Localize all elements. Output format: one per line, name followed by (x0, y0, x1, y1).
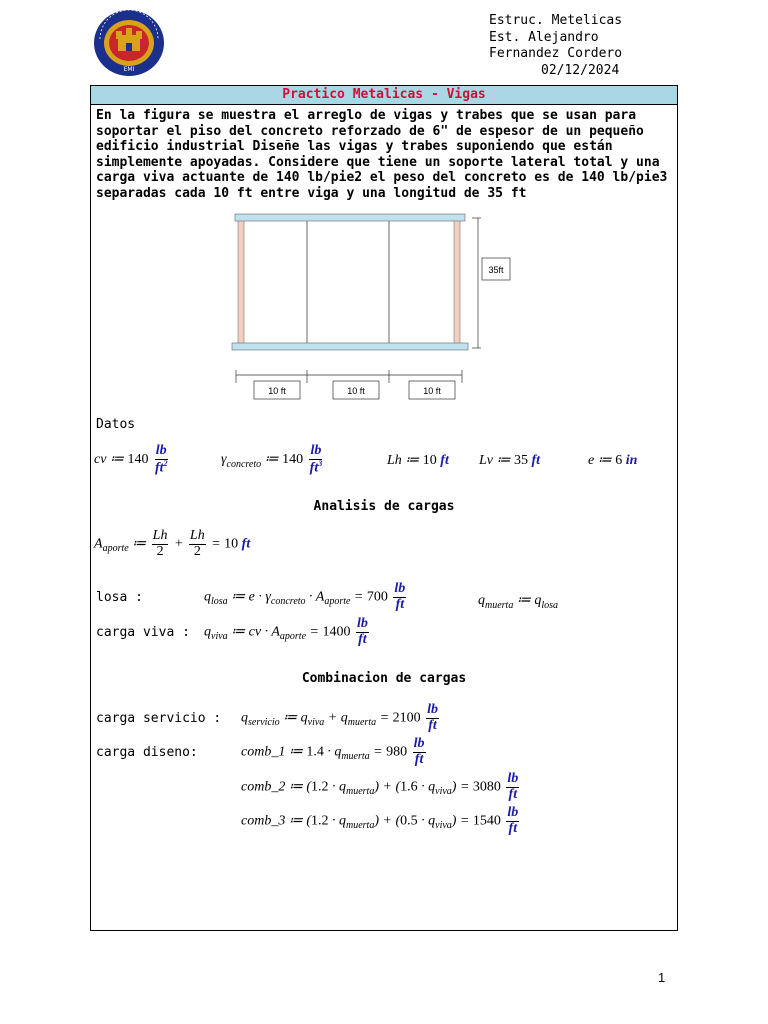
logo-emi-text: EMI (123, 66, 135, 73)
datos-label: Datos (96, 417, 136, 432)
bottom-girder (232, 343, 468, 350)
right-column (454, 218, 460, 346)
carga-servicio-label: carga servicio : (96, 711, 222, 726)
eq-comb-2: comb_2 ≔ $(1.2 \cdot q_{muerta}) + (1.6 \cdot q_{viva}) = 3080$ $\frac{lb}{ft}$ (241, 771, 519, 802)
eq-a-aporte: $A_{aporte}$ ≔ $\frac{Lh}{2}$ + $\frac{Lh}{2}$ = 10 ft (94, 528, 251, 559)
page-title: Practico Metalicas - Vigas (91, 86, 677, 105)
eq-e: e ≔ 6 in (588, 453, 638, 468)
eq-q-losa: $q_{losa}$ ≔ $e \cdot \gamma_{concreto} \cdot A_{aporte} = 700$ $\frac{lb}{ft}$ (204, 581, 406, 612)
carga-viva-label: carga viva : (96, 625, 190, 640)
heading-combinacion-cargas: Combinacion de cargas (301, 671, 467, 686)
ingenieria-civil-logo (92, 9, 166, 77)
eq-cv: cv ≔ 140 $\frac{lb}{ft^2}$ (94, 443, 168, 476)
eq-gamma-concreto: $\gamma_{concreto}$ ≔ 140 $\frac{lb}{ft^3}$ (221, 443, 323, 476)
left-column (238, 218, 244, 346)
header-course: Estruc. Metelicas (489, 13, 623, 28)
header-student-name: Fernandez Cordero (489, 46, 623, 61)
losa-label: losa : (96, 590, 143, 605)
page-number: 1 (658, 970, 666, 985)
header-student-label: Est. Alejandro (489, 29, 599, 45)
eq-q-servicio: $q_{servicio}$ ≔ $q_{viva} + q_{muerta} = 2100$ $\frac{lb}{ft}$ (241, 702, 438, 733)
eq-lh: Lh ≔ 10 ft (387, 453, 449, 468)
beam-layout-figure (228, 208, 548, 407)
header-date: 02/12/2024 (541, 62, 620, 78)
span-label-3: 10 ft (423, 386, 441, 396)
eq-q-muerta: $q_{muerta}$ ≔ $q_{losa}$ (478, 593, 559, 611)
document-header (489, 13, 622, 79)
span-label-2: 10 ft (347, 386, 365, 396)
eq-q-viva: $q_{viva}$ ≔ cv · $A_{aporte} = 1400$ $\frac{lb}{ft}$ (204, 616, 368, 647)
height-label: 35ft (488, 265, 504, 275)
carga-diseno-label: carga diseno: (96, 745, 198, 760)
problem-statement: En la figura se muestra el arreglo de vigas y trabes que se usan para soportar el piso del concreto reforzado de 6" de espesor de un pequeño edificio industrial Diseñe las vigas y trabes suponiendo que están simplemente apoyadas. Considere que tiene un soporte lateral total y una carga viva actuante de 140 lb/pie2 el peso del concreto es de 140 lb/pie3 separadas cada 10 ft entre viga y una longitud de 35 ft (96, 108, 668, 201)
span-label-1: 10 ft (268, 386, 286, 396)
eq-comb-1: comb_1 ≔ $1.4 \cdot q_{muerta} = 980$ $\frac{lb}{ft}$ (241, 736, 425, 767)
eq-lv: Lv ≔ 35 ft (479, 453, 541, 468)
top-girder (235, 214, 465, 221)
eq-comb-3: comb_3 ≔ $(1.2 \cdot q_{muerta}) + (0.5 \cdot q_{viva}) = 1540$ $\frac{lb}{ft}$ (241, 805, 519, 836)
heading-analisis-cargas: Analisis de cargas (313, 499, 455, 514)
